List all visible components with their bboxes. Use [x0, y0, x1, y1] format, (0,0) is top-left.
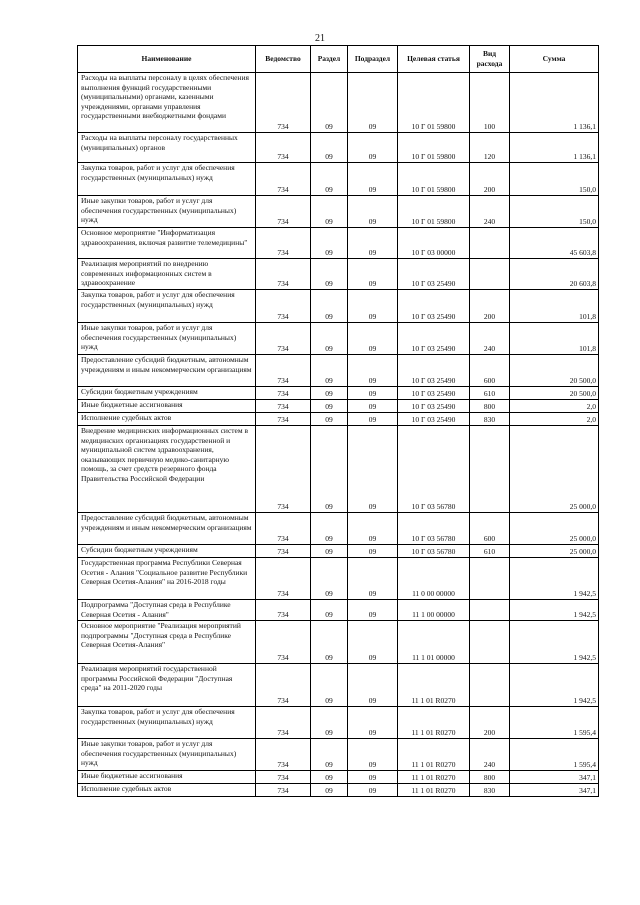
- cell-expense-type: 830: [470, 413, 510, 426]
- table-row: [78, 196, 599, 228]
- cell-name: [78, 771, 256, 784]
- cell-target-article: 11 0 00 00000: [398, 558, 470, 600]
- cell-subsection: 09: [348, 739, 398, 771]
- cell-department: 734: [256, 664, 311, 707]
- cell-subsection: 09: [348, 413, 398, 426]
- cell-section: 09: [311, 413, 348, 426]
- cell-target-article: 10 Г 03 25490: [398, 413, 470, 426]
- cell-name-text: Субсидии бюджетным учреждениям: [81, 545, 198, 554]
- cell-name: [78, 784, 256, 797]
- cell-target-article: 11 1 01 00000: [398, 621, 470, 664]
- table-body: [78, 73, 599, 797]
- cell-subsection: 09: [348, 600, 398, 621]
- cell-target-article: 11 1 01 R0270: [398, 784, 470, 797]
- table-row: [78, 739, 599, 771]
- cell-name-text: Исполнение судебных актов: [81, 413, 172, 422]
- cell-name-text: Иные закупки товаров, работ и услуг для обеспечения государственных (муниципальных) нужд: [81, 739, 237, 768]
- cell-subsection: 09: [348, 387, 398, 400]
- cell-name: [78, 323, 256, 355]
- cell-target-article: 10 Г 03 25490: [398, 387, 470, 400]
- table-row: [78, 600, 599, 621]
- cell-name-text: Иные закупки товаров, работ и услуг для обеспечения государственных (муниципальных) нужд: [81, 196, 237, 225]
- cell-subsection: 09: [348, 290, 398, 323]
- table-row: [78, 621, 599, 664]
- table-row: [78, 163, 599, 196]
- cell-department: 734: [256, 413, 311, 426]
- cell-name-text: Иные бюджетные ассигнования: [81, 400, 183, 409]
- cell-section: 09: [311, 355, 348, 387]
- cell-name: [78, 133, 256, 163]
- cell-expense-type: 610: [470, 545, 510, 558]
- cell-section: 09: [311, 426, 348, 513]
- table-row: [78, 545, 599, 558]
- cell-name-text: Субсидии бюджетным учреждениям: [81, 387, 198, 396]
- cell-department: 734: [256, 739, 311, 771]
- header-section: Раздел: [311, 46, 348, 73]
- cell-expense-type: 200: [470, 290, 510, 323]
- cell-expense-type: 830: [470, 784, 510, 797]
- cell-name: [78, 600, 256, 621]
- cell-sum: 1 942,5: [510, 600, 599, 621]
- cell-department: 734: [256, 323, 311, 355]
- cell-name-text: Предоставление субсидий бюджетным, автономным учреждениям и иным некоммерческим организациям: [81, 355, 252, 374]
- cell-name: [78, 73, 256, 133]
- cell-name-text: Реализация мероприятий по внедрению современных информационных систем в здравоохранение: [81, 259, 212, 288]
- cell-name-text: Иные закупки товаров, работ и услуг для обеспечения государственных (муниципальных) нужд: [81, 323, 237, 352]
- cell-sum: 20 500,0: [510, 387, 599, 400]
- cell-sum: 25 000,0: [510, 426, 599, 513]
- cell-department: 734: [256, 196, 311, 228]
- table-row: [78, 513, 599, 545]
- cell-target-article: 11 1 01 R0270: [398, 664, 470, 707]
- cell-name-text: Расходы на выплаты персоналу государственных (муниципальных) органов: [81, 133, 238, 152]
- cell-name-text: Закупка товаров, работ и услуг для обеспечения государственных (муниципальных) нужд: [81, 707, 235, 726]
- cell-name-text: Реализация мероприятий государственной программы Российской Федерации "Доступная среда" на 2011-2020 годы: [81, 664, 233, 693]
- cell-section: 09: [311, 133, 348, 163]
- cell-department: 734: [256, 133, 311, 163]
- cell-name: [78, 621, 256, 664]
- cell-department: 734: [256, 387, 311, 400]
- cell-subsection: 09: [348, 355, 398, 387]
- cell-target-article: 11 1 01 R0270: [398, 771, 470, 784]
- cell-sum: 20 603,8: [510, 259, 599, 290]
- table-row: [78, 707, 599, 739]
- cell-sum: 1 136,1: [510, 73, 599, 133]
- cell-subsection: 09: [348, 771, 398, 784]
- cell-target-article: 10 Г 03 25490: [398, 400, 470, 413]
- cell-sum: 25 000,0: [510, 545, 599, 558]
- cell-department: 734: [256, 707, 311, 739]
- cell-section: 09: [311, 739, 348, 771]
- cell-name-text: Внедрение медицинских информационных систем в медицинских организациях государственной и муниципальной систем здравоохранения, оказывающих первичную медико-санитарную помощь, за счет средств резервного фонда Правительства Российской Федерации: [81, 426, 249, 483]
- cell-sum: 2,0: [510, 400, 599, 413]
- cell-name: [78, 707, 256, 739]
- cell-subsection: 09: [348, 323, 398, 355]
- cell-sum: 1 595,4: [510, 707, 599, 739]
- cell-section: 09: [311, 600, 348, 621]
- cell-name: [78, 290, 256, 323]
- cell-sum: 1 136,1: [510, 133, 599, 163]
- cell-expense-type: [470, 259, 510, 290]
- cell-department: 734: [256, 355, 311, 387]
- table-header-row: [78, 46, 599, 73]
- cell-subsection: 09: [348, 73, 398, 133]
- table-row: [78, 558, 599, 600]
- cell-sum: 347,1: [510, 771, 599, 784]
- cell-expense-type: 240: [470, 739, 510, 771]
- cell-section: 09: [311, 545, 348, 558]
- cell-department: 734: [256, 426, 311, 513]
- cell-expense-type: [470, 228, 510, 259]
- cell-section: 09: [311, 73, 348, 133]
- cell-name: [78, 426, 256, 513]
- cell-expense-type: 800: [470, 771, 510, 784]
- cell-expense-type: [470, 558, 510, 600]
- cell-section: 09: [311, 771, 348, 784]
- header-target-article: Целевая статья: [398, 46, 470, 73]
- header-sum: Сумма: [510, 46, 599, 73]
- cell-target-article: 10 Г 01 59800: [398, 196, 470, 228]
- cell-section: 09: [311, 621, 348, 664]
- cell-sum: 1 942,5: [510, 558, 599, 600]
- cell-name: [78, 739, 256, 771]
- table-row: [78, 400, 599, 413]
- cell-department: 734: [256, 545, 311, 558]
- header-subsection: Подраздел: [348, 46, 398, 73]
- cell-name-text: Основное мероприятие "Реализация мероприятий подпрограммы "Доступная среда в Республике Северная Осетия-Алания": [81, 621, 241, 650]
- cell-name-text: Основное мероприятие "Информатизация здравоохранения, включая развитие телемедицины": [81, 228, 248, 247]
- cell-department: 734: [256, 259, 311, 290]
- cell-section: 09: [311, 323, 348, 355]
- table-row: [78, 426, 599, 513]
- cell-subsection: 09: [348, 707, 398, 739]
- cell-name-text: Закупка товаров, работ и услуг для обеспечения государственных (муниципальных) нужд: [81, 290, 235, 309]
- table-row: [78, 290, 599, 323]
- cell-sum: 1 942,5: [510, 664, 599, 707]
- cell-section: 09: [311, 259, 348, 290]
- cell-section: 09: [311, 228, 348, 259]
- cell-target-article: 10 Г 01 59800: [398, 73, 470, 133]
- cell-target-article: 10 Г 03 00000: [398, 228, 470, 259]
- cell-name-text: Подпрограмма "Доступная среда в Республике Северная Осетия - Алания": [81, 600, 231, 619]
- cell-section: 09: [311, 784, 348, 797]
- cell-department: 734: [256, 513, 311, 545]
- cell-department: 734: [256, 290, 311, 323]
- cell-name: [78, 558, 256, 600]
- cell-sum: 347,1: [510, 784, 599, 797]
- cell-sum: 1 942,5: [510, 621, 599, 664]
- cell-expense-type: 200: [470, 163, 510, 196]
- cell-name: [78, 664, 256, 707]
- cell-expense-type: 240: [470, 323, 510, 355]
- cell-expense-type: 600: [470, 513, 510, 545]
- cell-subsection: 09: [348, 400, 398, 413]
- cell-expense-type: 120: [470, 133, 510, 163]
- cell-subsection: 09: [348, 163, 398, 196]
- cell-subsection: 09: [348, 621, 398, 664]
- table-row: [78, 73, 599, 133]
- table-row: [78, 133, 599, 163]
- cell-sum: 1 595,4: [510, 739, 599, 771]
- table-row: [78, 771, 599, 784]
- cell-sum: 20 500,0: [510, 355, 599, 387]
- cell-name-text: Иные бюджетные ассигнования: [81, 771, 183, 780]
- table-row: [78, 355, 599, 387]
- header-department: Ведомство: [256, 46, 311, 73]
- cell-target-article: 10 Г 03 25490: [398, 290, 470, 323]
- cell-target-article: 10 Г 01 59800: [398, 163, 470, 196]
- cell-section: 09: [311, 387, 348, 400]
- cell-expense-type: [470, 426, 510, 513]
- cell-target-article: 10 Г 03 25490: [398, 323, 470, 355]
- cell-sum: 101,8: [510, 323, 599, 355]
- cell-section: 09: [311, 400, 348, 413]
- table-row: [78, 413, 599, 426]
- cell-expense-type: 600: [470, 355, 510, 387]
- cell-name: [78, 228, 256, 259]
- cell-subsection: 09: [348, 664, 398, 707]
- header-name: Наименование: [78, 46, 256, 73]
- cell-sum: 45 603,8: [510, 228, 599, 259]
- cell-target-article: 11 1 00 00000: [398, 600, 470, 621]
- cell-department: 734: [256, 784, 311, 797]
- cell-target-article: 10 Г 01 59800: [398, 133, 470, 163]
- cell-name-text: Государственная программа Республики Северная Осетия - Алания "Социальное развитие Республики Северная Осетия-Алания" на 2016-2018 годы: [81, 558, 248, 587]
- cell-target-article: 11 1 01 R0270: [398, 739, 470, 771]
- cell-target-article: 10 Г 03 25490: [398, 259, 470, 290]
- cell-expense-type: [470, 600, 510, 621]
- cell-subsection: 09: [348, 513, 398, 545]
- cell-sum: 2,0: [510, 413, 599, 426]
- cell-name: [78, 400, 256, 413]
- cell-section: 09: [311, 558, 348, 600]
- cell-section: 09: [311, 163, 348, 196]
- cell-name: [78, 196, 256, 228]
- cell-subsection: 09: [348, 259, 398, 290]
- cell-section: 09: [311, 664, 348, 707]
- cell-department: 734: [256, 163, 311, 196]
- cell-sum: 25 000,0: [510, 513, 599, 545]
- cell-expense-type: 610: [470, 387, 510, 400]
- budget-table: [77, 45, 599, 797]
- cell-subsection: 09: [348, 196, 398, 228]
- cell-expense-type: 100: [470, 73, 510, 133]
- cell-name-text: Закупка товаров, работ и услуг для обеспечения государственных (муниципальных) нужд: [81, 163, 235, 182]
- cell-target-article: 10 Г 03 56780: [398, 513, 470, 545]
- cell-name-text: Расходы на выплаты персоналу в целях обеспечения выполнения функций государственными (муниципальными) органами, казенными учреждениями, органами управления государственными внебюджетными фондами: [81, 73, 249, 121]
- table-row: [78, 228, 599, 259]
- cell-expense-type: [470, 621, 510, 664]
- cell-expense-type: [470, 664, 510, 707]
- cell-name: [78, 259, 256, 290]
- cell-target-article: 10 Г 03 25490: [398, 355, 470, 387]
- cell-name: [78, 545, 256, 558]
- cell-expense-type: 800: [470, 400, 510, 413]
- cell-subsection: 09: [348, 426, 398, 513]
- cell-target-article: 10 Г 03 56780: [398, 426, 470, 513]
- cell-name: [78, 413, 256, 426]
- table-row: [78, 323, 599, 355]
- cell-name: [78, 387, 256, 400]
- cell-subsection: 09: [348, 558, 398, 600]
- cell-name: [78, 355, 256, 387]
- cell-name: [78, 513, 256, 545]
- cell-name-text: Предоставление субсидий бюджетным, автономным учреждениям и иным некоммерческим организациям: [81, 513, 252, 532]
- table-row: [78, 664, 599, 707]
- cell-sum: 101,8: [510, 290, 599, 323]
- cell-section: 09: [311, 513, 348, 545]
- cell-target-article: 11 1 01 R0270: [398, 707, 470, 739]
- table-row: [78, 387, 599, 400]
- cell-department: 734: [256, 558, 311, 600]
- cell-department: 734: [256, 73, 311, 133]
- cell-sum: 150,0: [510, 196, 599, 228]
- cell-department: 734: [256, 400, 311, 413]
- cell-target-article: 10 Г 03 56780: [398, 545, 470, 558]
- cell-section: 09: [311, 707, 348, 739]
- cell-department: 734: [256, 621, 311, 664]
- cell-expense-type: 200: [470, 707, 510, 739]
- cell-name: [78, 163, 256, 196]
- table-row: [78, 784, 599, 797]
- cell-expense-type: 240: [470, 196, 510, 228]
- cell-sum: 150,0: [510, 163, 599, 196]
- cell-subsection: 09: [348, 545, 398, 558]
- table-row: [78, 259, 599, 290]
- cell-department: 734: [256, 228, 311, 259]
- cell-section: 09: [311, 290, 348, 323]
- cell-name-text: Исполнение судебных актов: [81, 784, 172, 793]
- page-number: 21: [315, 33, 325, 44]
- cell-department: 734: [256, 771, 311, 784]
- cell-subsection: 09: [348, 228, 398, 259]
- cell-section: 09: [311, 196, 348, 228]
- header-expense-type: Вид расхода: [470, 46, 510, 73]
- cell-subsection: 09: [348, 784, 398, 797]
- cell-department: 734: [256, 600, 311, 621]
- cell-subsection: 09: [348, 133, 398, 163]
